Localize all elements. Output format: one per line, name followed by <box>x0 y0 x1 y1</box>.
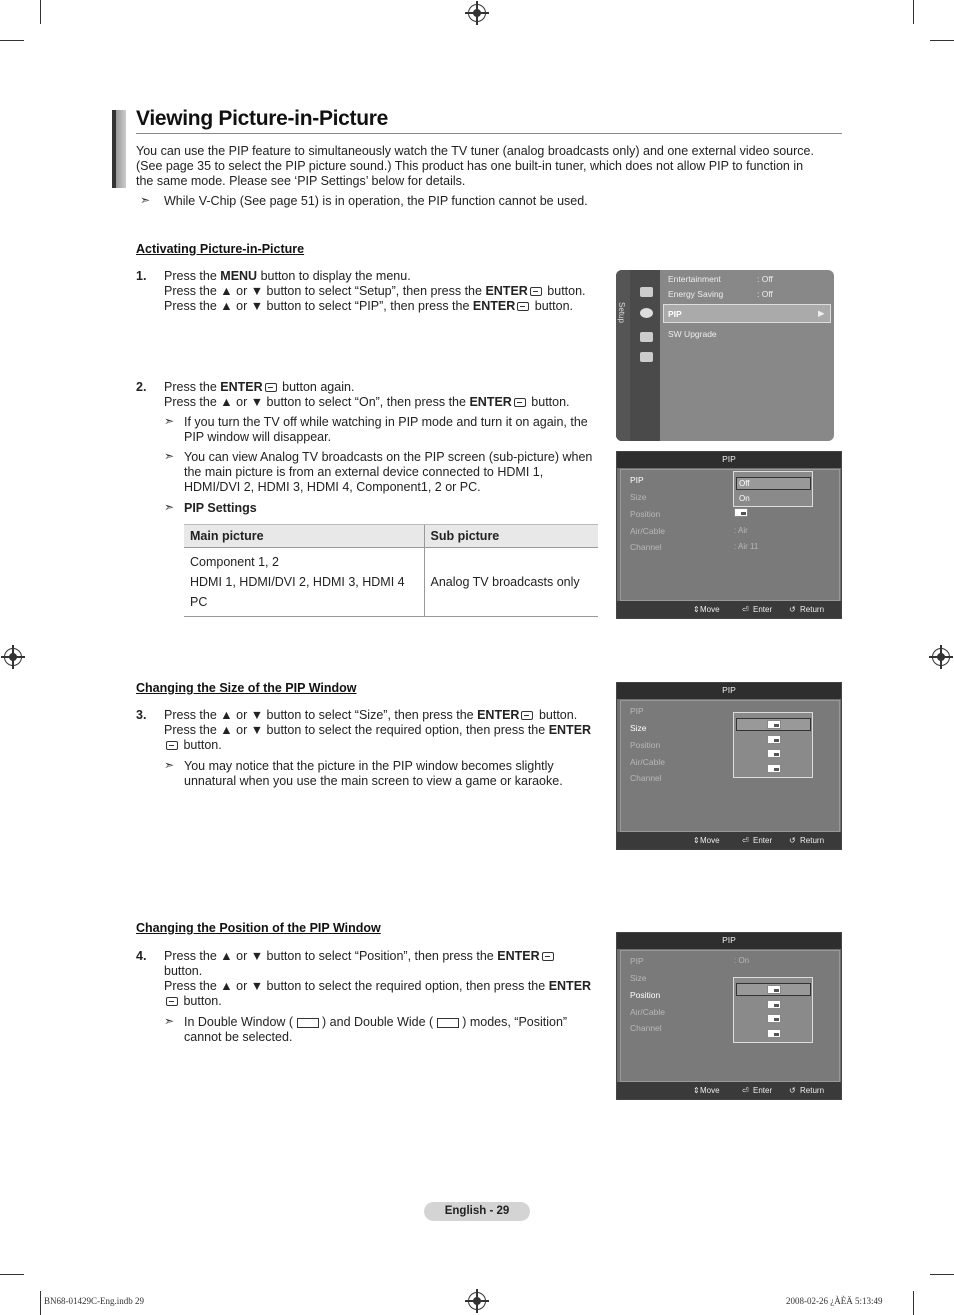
channel-row[interactable]: Channel <box>630 773 662 783</box>
double-window-icon <box>297 1018 319 1028</box>
print-date: 2008-02-26 ¿ÀÈÄ 5:13:49 <box>786 1296 883 1306</box>
page-number-badge: English - 29 <box>424 1202 530 1221</box>
size-dropdown[interactable] <box>733 712 813 778</box>
table-header-main: Main picture <box>184 525 424 548</box>
step-number: 1. <box>136 269 147 283</box>
size-double-window-icon[interactable] <box>767 749 781 758</box>
registration-mark-icon <box>932 648 950 666</box>
size-large-icon[interactable] <box>767 720 781 729</box>
pip-footer: ⇕ Move ⏎ Enter ↺ Return <box>617 832 841 849</box>
pip-settings-label: PIP Settings <box>184 501 257 515</box>
double-wide-icon <box>437 1018 459 1028</box>
vchip-note: While V-Chip (See page 51) is in operation, the PIP function cannot be used. <box>164 194 588 208</box>
note-arrow-icon: ➣ <box>164 449 175 463</box>
enter-icon <box>265 383 277 392</box>
position-row[interactable]: Position <box>630 509 661 519</box>
on-off-dropdown[interactable] <box>733 471 813 507</box>
air-cable-row[interactable]: Air/Cable <box>630 526 665 536</box>
note-arrow-icon: ➣ <box>164 758 175 772</box>
picture-icon <box>640 287 653 297</box>
option-off[interactable]: Off <box>739 479 750 488</box>
menu-item-sw-upgrade[interactable]: SW Upgrade <box>668 329 717 339</box>
crop-mark <box>930 1274 954 1275</box>
enter-icon <box>514 398 526 407</box>
enter-icon <box>166 741 178 750</box>
pip-screen-on-off: PIP PIP Size Position Air/Cable Channel : Air : Air 11 Off On ⇕ Move ⏎ Enter ↺ Return <box>616 451 842 619</box>
pip-row[interactable]: PIP <box>630 706 644 716</box>
step-number: 2. <box>136 380 147 394</box>
enter-icon <box>521 711 533 720</box>
application-icon <box>640 352 653 362</box>
channel-row[interactable]: Channel <box>630 542 662 552</box>
air-cable-row[interactable]: Air/Cable <box>630 1007 665 1017</box>
step-number: 3. <box>136 708 147 722</box>
section-heading-activating: Activating Picture-in-Picture <box>136 242 305 256</box>
crop-mark <box>913 0 914 24</box>
enter-icon <box>542 952 554 961</box>
position-top-left-icon[interactable] <box>767 1014 781 1023</box>
crop-mark <box>0 40 24 41</box>
crop-mark <box>40 1291 41 1315</box>
move-icon: ⇕ <box>693 605 700 614</box>
size-row[interactable]: Size <box>630 973 647 983</box>
enter-icon <box>166 997 178 1006</box>
pip-footer: ⇕ Move ⏎ Enter ↺ Return <box>617 1082 841 1099</box>
step-2-text: Press the ENTER button again. Press the ▲ or ▼ button to select “On”, then press the ENTER button. <box>164 380 570 409</box>
note-arrow-icon: ➣ <box>140 193 151 207</box>
move-icon: ⇕ <box>693 836 700 845</box>
step-1-text: Press the MENU button to display the menu. Press the ▲ or ▼ button to select “Setup”, then press the ENTER button. Press the ▲ or ▼ button to select “PIP”, then press the ENTER button. <box>164 269 586 313</box>
menu-item-pip[interactable]: PIP <box>668 309 682 319</box>
menu-highlight <box>663 304 831 323</box>
step-4-text: Press the ▲ or ▼ button to select “Position”, then press the ENTER button. Press the ▲ or ▼ button to select the required option, then press the ENTER button. <box>164 949 592 1008</box>
gear-icon <box>640 308 653 318</box>
step-number: 4. <box>136 949 147 963</box>
menu-item-entertainment[interactable]: Entertainment <box>668 274 721 284</box>
registration-mark-icon <box>4 648 22 666</box>
position-bottom-left-icon[interactable] <box>767 1029 781 1038</box>
return-icon: ↺ <box>789 1086 796 1095</box>
crop-mark <box>913 1291 914 1315</box>
table-cell-main: Component 1, 2 HDMI 1, HDMI/DVI 2, HDMI 3, HDMI 4 PC <box>184 548 424 617</box>
pip-settings-table <box>184 524 598 617</box>
table-cell-sub: Analog TV broadcasts only <box>424 548 598 617</box>
crop-mark <box>40 0 41 24</box>
title-rule <box>136 133 842 134</box>
step-3-note: You may notice that the picture in the PIP window becomes slightly unnatural when you use the main screen to view a game or karaoke. <box>184 759 563 788</box>
input-icon <box>640 332 653 342</box>
size-small-icon[interactable] <box>767 735 781 744</box>
table-header-sub: Sub picture <box>424 525 598 548</box>
size-double-wide-icon[interactable] <box>767 764 781 773</box>
size-row[interactable]: Size <box>630 492 647 502</box>
position-top-right-icon[interactable] <box>767 1000 781 1009</box>
step-3-text: Press the ▲ or ▼ button to select “Size”, then press the ENTER button. Press the ▲ or ▼ button to select the required option, then press the ENTER button. <box>164 708 592 752</box>
position-row[interactable]: Position <box>630 740 661 750</box>
return-icon: ↺ <box>789 836 796 845</box>
enter-icon: ⏎ <box>742 605 749 614</box>
pip-row[interactable]: PIP <box>630 956 644 966</box>
pip-screen-position: PIP PIP : On Size Position Air/Cable Channel ⇕ Move ⏎ Enter ↺ Return <box>616 932 842 1100</box>
option-on[interactable]: On <box>739 494 750 503</box>
enter-icon <box>530 287 542 296</box>
position-bottom-right-icon[interactable] <box>767 985 781 994</box>
return-icon: ↺ <box>789 605 796 614</box>
registration-mark-icon <box>468 1292 486 1310</box>
step-4-note: In Double Window ( ) and Double Wide ( ) modes, “Position” cannot be selected. <box>184 1015 568 1044</box>
registration-mark-icon <box>468 4 486 22</box>
crop-mark <box>930 40 954 41</box>
title-bar-decoration <box>112 110 126 188</box>
pip-size-icon <box>734 508 748 517</box>
channel-row[interactable]: Channel <box>630 1023 662 1033</box>
note-arrow-icon: ➣ <box>164 500 175 514</box>
step-2-note-2: You can view Analog TV broadcasts on the PIP screen (sub-picture) when the main picture is from an external device connected to HDMI 1, HDMI/DVI 2, HDMI 3, HDMI 4, Component1, 2 or PC. <box>184 450 593 494</box>
note-arrow-icon: ➣ <box>164 1014 175 1028</box>
intro-text: You can use the PIP feature to simultaneously watch the TV tuner (analog broadcasts only) and one external video source. (See page 35 to select the PIP picture sound.) This product has one built-in tuner, which does not allow PIP to function in the same mode. Please see ‘PIP Settings’ below for details. <box>136 144 814 188</box>
position-dropdown[interactable] <box>733 977 813 1043</box>
step-2-note-1: If you turn the TV off while watching in PIP mode and turn it on again, the PIP window will disappear. <box>184 415 588 444</box>
enter-icon: ⏎ <box>742 836 749 845</box>
move-icon: ⇕ <box>693 1086 700 1095</box>
enter-icon: ⏎ <box>742 1086 749 1095</box>
air-cable-row[interactable]: Air/Cable <box>630 757 665 767</box>
page-title: Viewing Picture-in-Picture <box>136 107 389 130</box>
pip-footer: ⇕ Move ⏎ Enter ↺ Return <box>617 601 841 618</box>
section-heading-size: Changing the Size of the PIP Window <box>136 681 357 695</box>
section-heading-position: Changing the Position of the PIP Window <box>136 921 381 935</box>
crop-mark <box>0 1274 24 1275</box>
file-info: BN68-01429C-Eng.indb 29 <box>44 1296 144 1306</box>
menu-side-label: Setup <box>617 302 626 323</box>
pip-screen-size: PIP PIP Size Position Air/Cable Channel ⇕ Move ⏎ Enter ↺ Return <box>616 682 842 850</box>
enter-icon <box>517 302 529 311</box>
menu-item-energy-saving[interactable]: Energy Saving <box>668 289 724 299</box>
size-row[interactable]: Size <box>630 723 647 733</box>
note-arrow-icon: ➣ <box>164 414 175 428</box>
setup-menu-screen: Setup Entertainment : Off Energy Saving : Off PIP ▶ SW Upgrade <box>616 270 834 441</box>
chevron-right-icon: ▶ <box>818 308 825 318</box>
position-row[interactable]: Position <box>630 990 661 1000</box>
pip-row[interactable]: PIP <box>630 475 644 485</box>
